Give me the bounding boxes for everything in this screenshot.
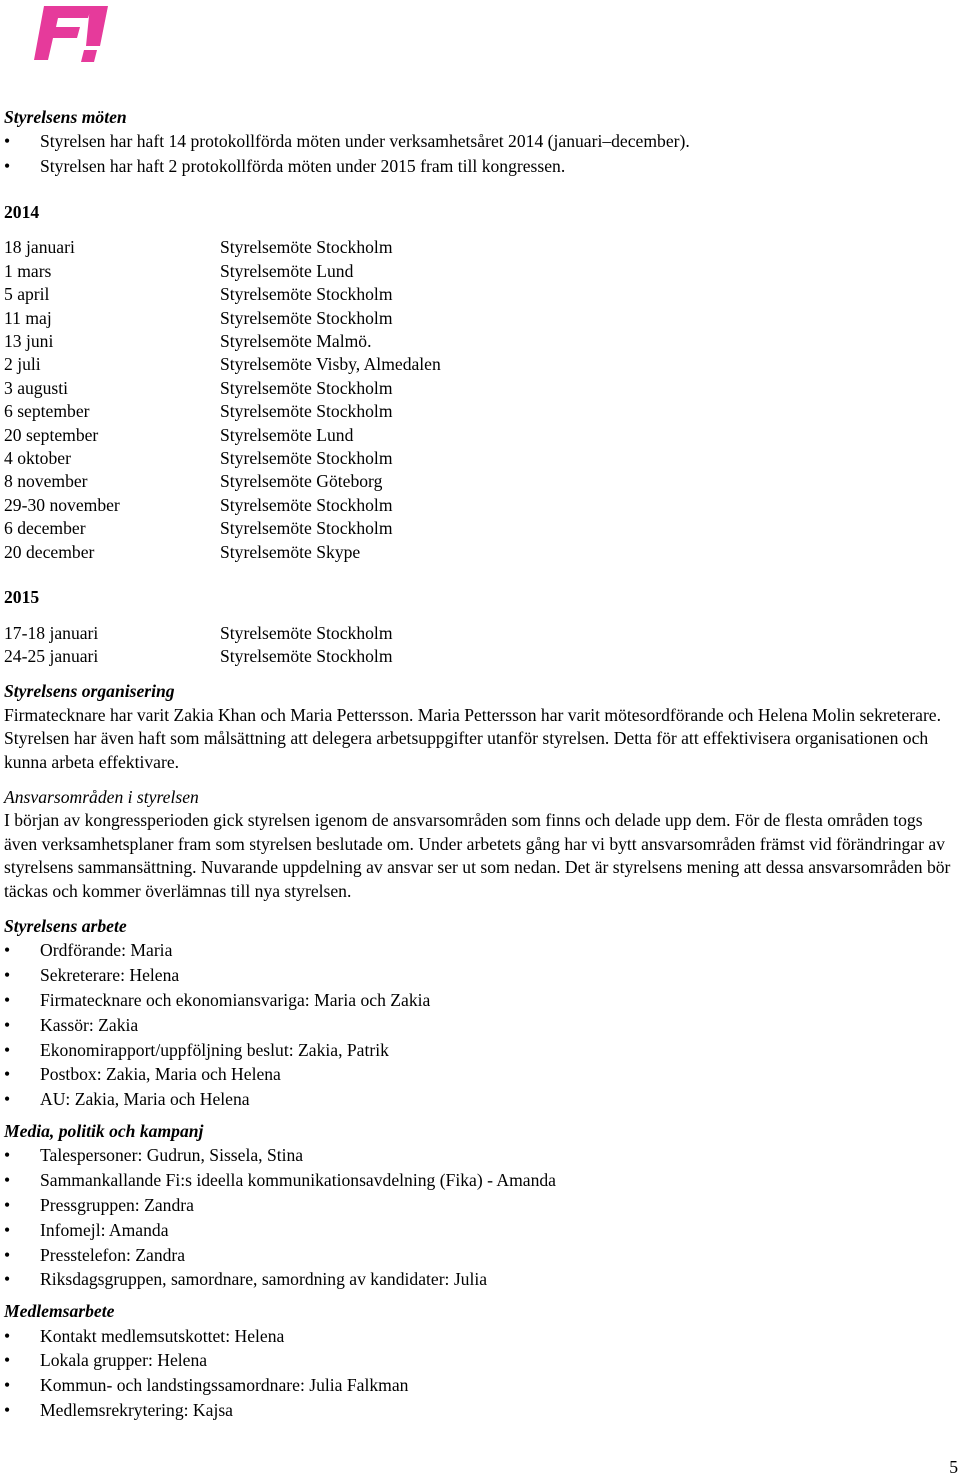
meeting-date: 1 mars (4, 260, 52, 281)
table-row (4, 330, 441, 353)
meeting-date: 6 december (4, 518, 86, 539)
meeting-event: Styrelsemöte Stockholm (220, 237, 393, 258)
list-item: • Postbox: Zakia, Maria och Helena (4, 1062, 954, 1087)
meeting-date: 11 maj (4, 307, 52, 328)
table-row (4, 470, 441, 493)
meeting-date: 20 december (4, 541, 95, 562)
table-row (4, 541, 441, 564)
heading-medlemsarbete: Medlemsarbete (4, 1301, 115, 1322)
fi-logo (30, 4, 110, 64)
table-row (4, 622, 393, 645)
page-number: 5 (949, 1456, 958, 1477)
meeting-date: 13 juni (4, 331, 54, 352)
list-item: • Kassör: Zakia (4, 1013, 954, 1038)
list-item: • Infomejl: Amanda (4, 1218, 954, 1243)
meeting-event: Styrelsemöte Stockholm (220, 645, 393, 666)
heading-organisering: Styrelsens organisering (4, 681, 175, 702)
meeting-event: Styrelsemöte Visby, Almedalen (220, 354, 441, 375)
list-item: • Styrelsen har haft 14 protokollförda möten under verksamhetsåret 2014 (januari–december). (4, 129, 954, 154)
meeting-date: 2 juli (4, 354, 41, 375)
list-item: • Sammankallande Fi:s ideella kommunikationsavdelning (Fika) - Amanda (4, 1168, 954, 1193)
year-2014: 2014 (4, 202, 40, 222)
heading-styrelsens-moten: Styrelsens möten (4, 107, 127, 127)
heading-styrelsens-arbete: Styrelsens arbete (4, 915, 127, 936)
list-item: • Kontakt medlemsutskottet: Helena (4, 1324, 954, 1349)
list-item: • Sekreterare: Helena (4, 963, 954, 988)
meeting-event: Styrelsemöte Lund (220, 424, 354, 445)
media-list (4, 1143, 954, 1292)
meetings-2014-table (4, 236, 441, 564)
list-item: • Talespersoner: Gudrun, Sissela, Stina (4, 1143, 954, 1168)
list-item: • Medlemsrekrytering: Kajsa (4, 1398, 954, 1423)
year-2015: 2015 (4, 587, 40, 608)
list-item: • Ekonomirapport/uppföljning beslut: Zakia, Patrik (4, 1038, 954, 1063)
meeting-event: Styrelsemöte Stockholm (220, 518, 393, 539)
meeting-date: 6 september (4, 401, 90, 422)
arbete-list (4, 938, 954, 1112)
meeting-event: Styrelsemöte Stockholm (220, 448, 393, 469)
heading-media: Media, politik och kampanj (4, 1120, 204, 1141)
meeting-event: Styrelsemöte Stockholm (220, 401, 393, 422)
table-row (4, 353, 441, 376)
meeting-event: Styrelsemöte Göteborg (220, 471, 383, 492)
meeting-date: 24-25 januari (4, 645, 99, 666)
meeting-date: 5 april (4, 284, 50, 305)
organisering-text: Firmatecknare har varit Zakia Khan och Maria Pettersson. Maria Pettersson har varit mötesordförande och Helena Molin sekreterare. Styrelsen har även haft som målsättning att delegera arbetsuppgifter utanför styrelsen. Detta för att effektivisera organisationen och kunna arbeta effektivare. (4, 704, 942, 772)
table-row (4, 400, 441, 423)
medlemsarbete-list (4, 1324, 954, 1423)
list-item: • Styrelsen har haft 2 protokollförda möten under 2015 fram till kongressen. (4, 154, 954, 179)
table-row (4, 494, 441, 517)
meetings-2015-table (4, 622, 393, 669)
meeting-date: 8 november (4, 471, 88, 492)
meeting-date: 4 oktober (4, 448, 71, 469)
list-item: • Pressgruppen: Zandra (4, 1193, 954, 1218)
table-row (4, 236, 441, 259)
table-row (4, 645, 393, 668)
list-item: • Ordförande: Maria (4, 938, 954, 963)
table-row (4, 377, 441, 400)
ansvarsomraden-text: I början av kongressperioden gick styrelsen igenom de ansvarsområden som finns och delade upp dem. För de flesta områden togs även verksamhetsplaner fram som styrelsen beslutade om. Under arbetets gång har vi bytt ansvarsområden främst vid förändringar av styrelsens sammansättning. Nuvarande uppdelning av ansvar ser ut som nedan. Det är styrelsens mening att dessa ansvarsområden bör täckas och kommer överlämnas till nya styrelsen. (4, 810, 951, 901)
moten-bullets (4, 129, 954, 179)
table-row (4, 447, 441, 470)
meeting-date: 3 augusti (4, 377, 69, 398)
table-row (4, 424, 441, 447)
meeting-date: 17-18 januari (4, 622, 99, 643)
meeting-event: Styrelsemöte Lund (220, 260, 354, 281)
meeting-date: 29-30 november (4, 494, 120, 515)
list-item: • Kommun- och landstingssamordnare: Julia Falkman (4, 1373, 954, 1398)
meeting-event: Styrelsemöte Stockholm (220, 284, 393, 305)
meeting-event: Styrelsemöte Stockholm (220, 307, 393, 328)
meeting-date: 20 september (4, 424, 99, 445)
list-item: • Presstelefon: Zandra (4, 1243, 954, 1268)
meeting-event: Styrelsemöte Stockholm (220, 494, 393, 515)
heading-ansvarsomraden: Ansvarsområden i styrelsen (4, 786, 199, 807)
table-row (4, 307, 441, 330)
table-row (4, 517, 441, 540)
table-row (4, 283, 441, 306)
list-item: • Riksdagsgruppen, samordnare, samordning av kandidater: Julia (4, 1267, 954, 1292)
meeting-date: 18 januari (4, 237, 75, 258)
list-item: • AU: Zakia, Maria och Helena (4, 1087, 954, 1112)
document-body (4, 106, 954, 1423)
meeting-event: Styrelsemöte Stockholm (220, 622, 393, 643)
list-item: • Firmatecknare och ekonomiansvariga: Maria och Zakia (4, 988, 954, 1013)
table-row (4, 260, 441, 283)
list-item: • Lokala grupper: Helena (4, 1348, 954, 1373)
meeting-event: Styrelsemöte Malmö. (220, 331, 372, 352)
meeting-event: Styrelsemöte Skype (220, 541, 361, 562)
meeting-event: Styrelsemöte Stockholm (220, 377, 393, 398)
